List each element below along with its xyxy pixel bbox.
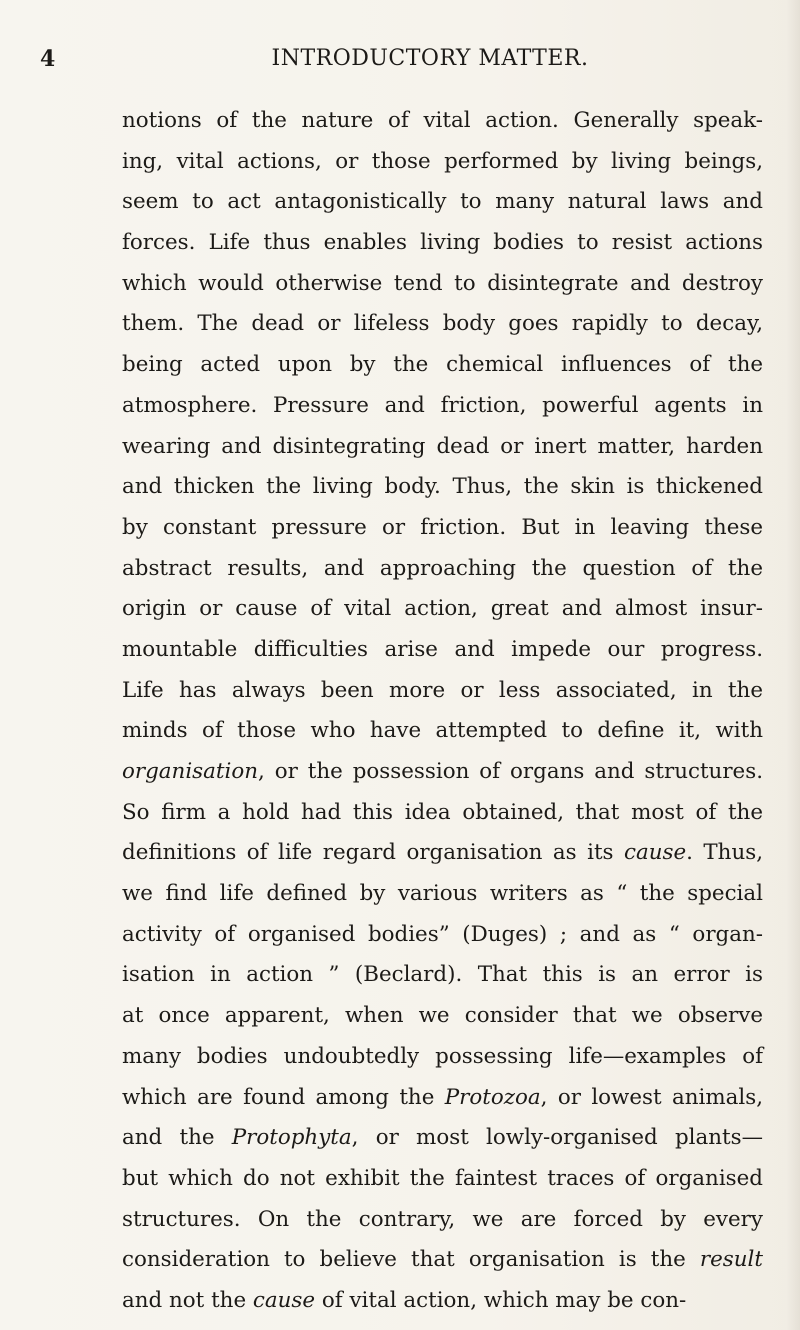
text-segment: minds of those who have attempted to define it, with <box>122 718 763 744</box>
text-segment: forces. Life thus enables living bodies to resist actions <box>122 230 763 256</box>
text-segment: origin or cause of vital action, great and almost insur- <box>122 596 763 622</box>
text-segment: many bodies undoubtedly possessing life—examples of <box>122 1043 763 1069</box>
text-segment: we find life defined by various writers as “ the special <box>122 881 763 907</box>
text-line <box>122 508 763 549</box>
page-number: 4 <box>40 46 56 72</box>
text-line <box>122 1118 763 1159</box>
text-segment: . Thus, <box>686 840 763 866</box>
italic-text: cause <box>252 1287 316 1313</box>
italic-text: Protozoa <box>444 1084 541 1110</box>
text-line <box>122 589 763 630</box>
text-segment: isation in action ” (Beclard). That this is an error is <box>122 962 763 988</box>
italic-text: cause <box>623 840 687 866</box>
text-line <box>122 1200 763 1241</box>
text-line <box>122 1240 763 1281</box>
text-line <box>122 833 763 874</box>
text-segment: So firm a hold had this idea obtained, that most of the <box>122 799 763 825</box>
text-segment: but which do not exhibit the faintest traces of organised <box>122 1165 763 1191</box>
text-line <box>122 101 763 142</box>
text-line <box>122 1078 763 1119</box>
text-line <box>122 793 763 834</box>
text-segment: which are found among the <box>122 1084 445 1110</box>
text-segment: wearing and disintegrating dead or inert matter, harden <box>122 433 763 459</box>
text-line <box>122 304 763 345</box>
text-segment: consideration to believe that organisation is the <box>122 1247 700 1273</box>
text-line <box>122 915 763 956</box>
text-line <box>122 142 763 183</box>
text-segment: , or most lowly-organised plants— <box>351 1125 763 1151</box>
text-segment: seem to act antagonistically to many natural laws and <box>122 189 763 215</box>
text-line <box>122 874 763 915</box>
running-head <box>40 46 780 86</box>
text-segment: , or the possession of organs and structures. <box>258 759 763 784</box>
text-line <box>122 752 763 793</box>
text-line <box>122 427 763 468</box>
text-line <box>122 264 763 305</box>
italic-text: organisation <box>122 759 258 784</box>
text-segment: notions of the nature of vital action. Generally speak- <box>122 108 763 133</box>
text-segment: mountable difficulties arise and impede our progress. <box>122 636 763 662</box>
text-segment: and thicken the living body. Thus, the skin is thickened <box>122 474 763 500</box>
text-line <box>122 996 763 1037</box>
text-line <box>122 182 763 223</box>
text-line <box>122 345 763 386</box>
text-segment: abstract results, and approaching the question of the <box>122 555 763 581</box>
text-line <box>122 711 763 752</box>
text-line <box>122 1159 763 1200</box>
text-segment: at once apparent, when we consider that we observe <box>122 1003 763 1029</box>
text-line <box>122 955 763 996</box>
text-segment: and not the <box>122 1287 253 1313</box>
text-segment: activity of organised bodies” (Duges) ; and as “ organ- <box>122 921 763 947</box>
text-segment: of vital action, which may be con- <box>315 1287 687 1313</box>
text-line <box>122 386 763 427</box>
text-line <box>122 1281 763 1322</box>
italic-text: Protophyta <box>231 1125 352 1151</box>
text-segment: Life has always been more or less associated, in the <box>122 677 763 703</box>
text-line <box>122 1037 763 1078</box>
text-segment: atmosphere. Pressure and friction, powerful agents in <box>122 392 763 418</box>
text-line <box>122 223 763 264</box>
body-text <box>122 101 763 1322</box>
text-segment: which would otherwise tend to disintegrate and destroy <box>122 270 763 296</box>
text-segment: , or lowest animals, <box>540 1084 763 1110</box>
text-line <box>122 671 763 712</box>
italic-text: result <box>699 1247 763 1273</box>
text-segment: and the <box>122 1125 232 1151</box>
text-line <box>122 549 763 590</box>
text-segment: them. The dead or lifeless body goes rapidly to decay, <box>122 311 763 337</box>
text-segment: structures. On the contrary, we are forced by every <box>122 1206 763 1232</box>
running-head-title: INTRODUCTORY MATTER. <box>271 46 589 71</box>
text-line <box>122 467 763 508</box>
text-line <box>122 630 763 671</box>
text-segment: ing, vital actions, or those performed by living beings, <box>122 148 763 174</box>
text-segment: definitions of life regard organisation as its <box>122 840 624 866</box>
text-segment: being acted upon by the chemical influences of the <box>122 352 763 378</box>
text-segment: by constant pressure or friction. But in leaving these <box>122 514 763 540</box>
page-edge-shadow <box>786 0 800 1330</box>
